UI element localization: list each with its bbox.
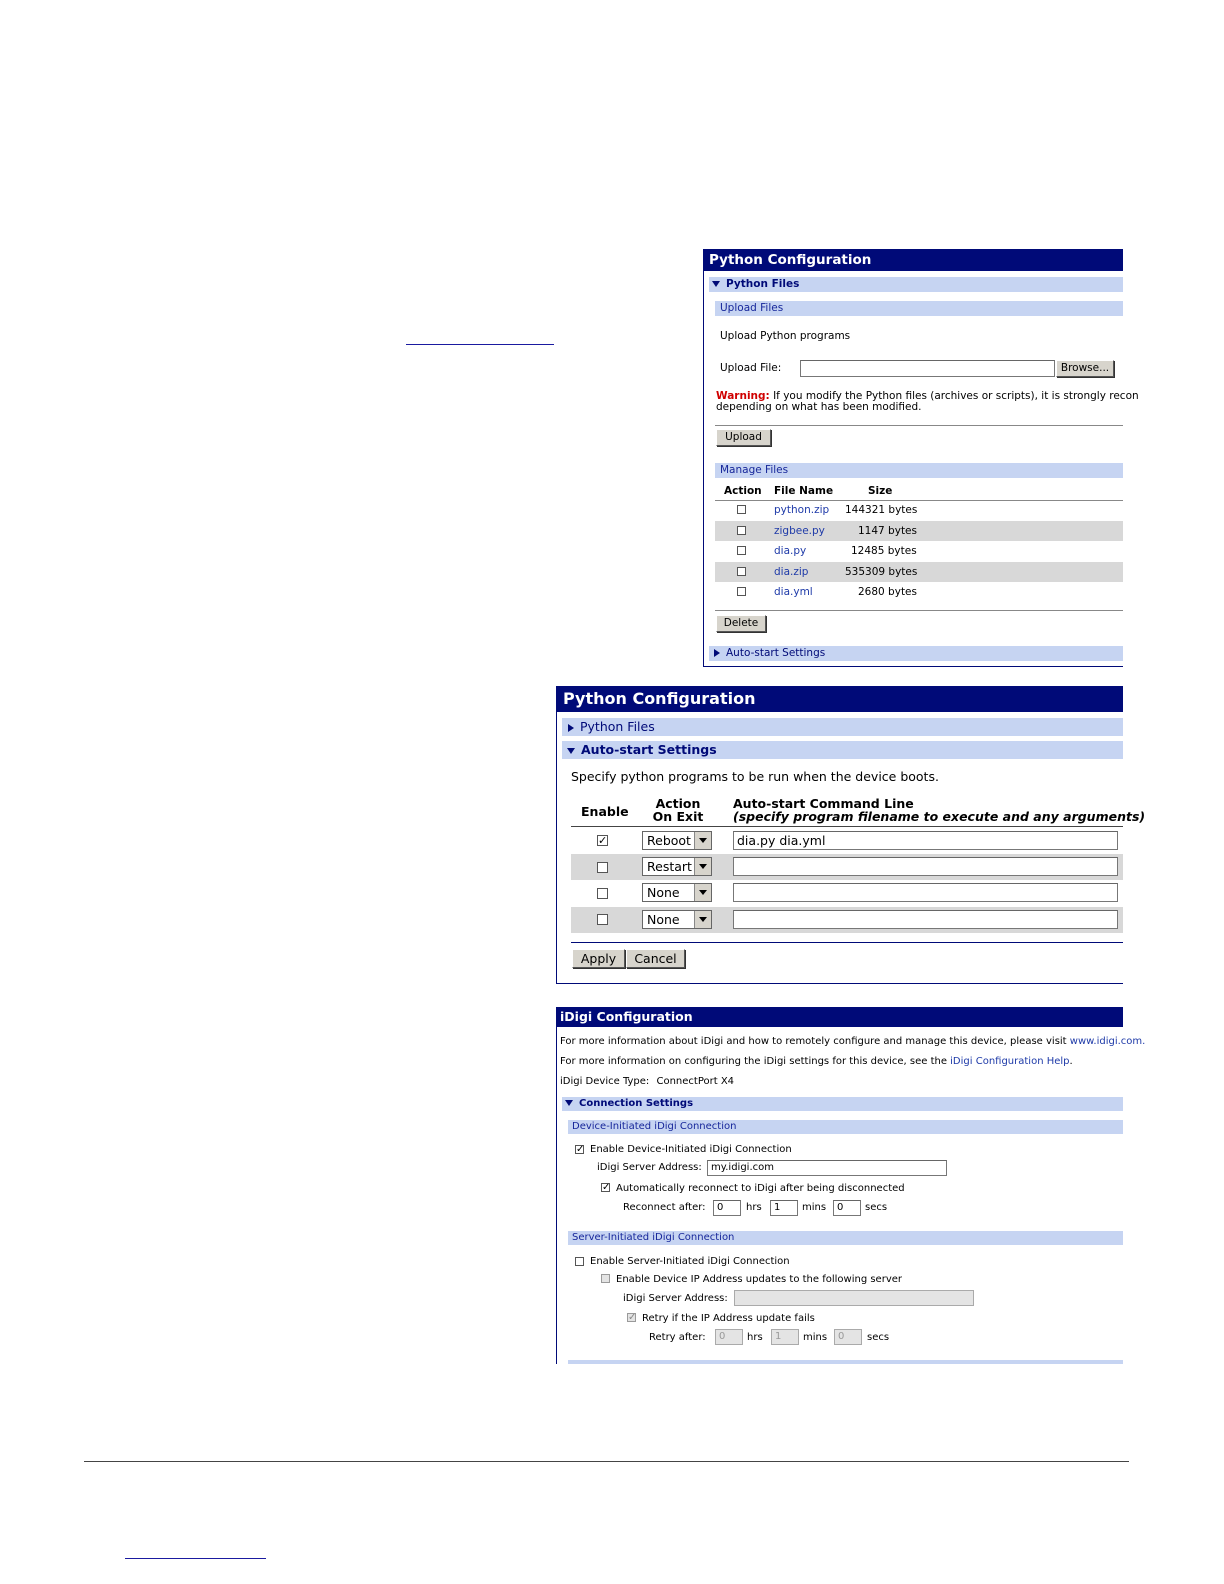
dropdown-arrow-icon	[694, 884, 711, 901]
unit-mins: mins	[803, 1332, 828, 1343]
col-header-enable: Enable	[581, 804, 629, 819]
col-header-action	[646, 797, 710, 823]
header-rule	[715, 500, 1123, 501]
enable-checkbox[interactable]	[597, 914, 608, 925]
info-text: For more information on configuring the iDigi settings for this device, see the	[560, 1056, 951, 1067]
expand-triangle-icon	[714, 649, 720, 657]
command-line-input[interactable]	[733, 910, 1118, 929]
file-checkbox[interactable]	[737, 587, 746, 596]
retry-checkbox[interactable]: ✓	[628, 1312, 637, 1323]
file-link[interactable]: dia.yml	[774, 586, 813, 598]
select-value: Restart	[647, 859, 692, 874]
file-size: 1147 bytes	[858, 525, 917, 537]
enable-device-initiated-label: Enable Device-Initiated iDigi Connection	[590, 1144, 792, 1155]
divider	[715, 610, 1123, 611]
device-initiated-subheader	[568, 1120, 1123, 1134]
python-files-section-header[interactable]	[709, 277, 1123, 292]
upload-description: Upload Python programs	[720, 330, 851, 342]
info-end: .	[1069, 1056, 1073, 1067]
enable-server-initiated-label: Enable Server-Initiated iDigi Connection	[590, 1256, 790, 1267]
upload-file-label: Upload File:	[720, 362, 782, 374]
action-on-exit-select[interactable]	[642, 910, 712, 929]
idigi-help-link[interactable]: iDigi Configuration Help	[950, 1056, 1070, 1067]
command-line-input[interactable]	[733, 883, 1118, 902]
col-header-command	[733, 797, 1145, 823]
idigi-info-line-2	[560, 1056, 1073, 1067]
select-value: None	[647, 885, 680, 900]
unit-hrs: hrs	[747, 1332, 763, 1343]
enable-checkbox[interactable]	[597, 862, 608, 873]
file-link[interactable]: dia.py	[774, 545, 807, 557]
warning-text	[716, 391, 1139, 413]
divider	[571, 942, 1123, 943]
device-type-label: iDigi Device Type:	[560, 1076, 650, 1087]
subheader-label: Manage Files	[720, 464, 789, 476]
enable-checkbox[interactable]: ✓	[598, 834, 608, 847]
autostart-section-header[interactable]	[709, 646, 1123, 661]
panel-title: Python Configuration	[703, 249, 1123, 271]
server-address2-input[interactable]	[734, 1290, 974, 1306]
unit-secs: secs	[867, 1332, 890, 1343]
retry-mins-input[interactable]: 1	[771, 1329, 799, 1345]
autostart-section-header[interactable]	[562, 741, 1123, 759]
subheader-label: Device-Initiated iDigi Connection	[572, 1121, 737, 1132]
manage-files-subheader	[715, 463, 1123, 478]
apply-button[interactable]: Apply	[572, 949, 625, 968]
file-size: 535309 bytes	[845, 566, 918, 578]
device-type	[560, 1076, 734, 1087]
file-checkbox[interactable]	[737, 505, 746, 514]
server-address-input[interactable]: my.idigi.com	[707, 1160, 947, 1176]
col-header-command-line2: (specify program filename to execute and any arguments)	[733, 809, 1146, 824]
action-on-exit-select[interactable]	[642, 857, 712, 876]
idigi-config-panel	[556, 1007, 1146, 1364]
delete-button[interactable]: Delete	[716, 615, 766, 632]
unit-secs: secs	[865, 1202, 888, 1213]
python-files-section-header[interactable]	[562, 718, 1123, 736]
file-size: 12485 bytes	[851, 545, 917, 557]
unit-hrs: hrs	[746, 1202, 762, 1213]
warning-line-1: If you modify the Python files (archives or scripts), it is strongly recon	[769, 390, 1139, 402]
idigi-website-link[interactable]: www.idigi.com.	[1069, 1036, 1146, 1047]
enable-device-initiated-checkbox[interactable]: ✓	[576, 1144, 585, 1155]
file-size: 2680 bytes	[858, 586, 917, 598]
device-type-value: ConnectPort X4	[656, 1076, 735, 1087]
dropdown-arrow-icon	[694, 858, 711, 875]
select-value: None	[647, 912, 680, 927]
dropdown-arrow-icon	[694, 911, 711, 928]
section-label: Python Files	[726, 278, 800, 290]
collapse-triangle-icon	[712, 281, 720, 287]
command-line-input[interactable]: dia.py dia.yml	[733, 831, 1118, 850]
section-label: Python Files	[580, 719, 655, 734]
action-on-exit-select[interactable]	[642, 831, 712, 850]
auto-reconnect-label: Automatically reconnect to iDigi after being disconnected	[616, 1183, 905, 1194]
server-address-label: iDigi Server Address:	[597, 1162, 702, 1173]
idigi-info-line-1	[560, 1036, 1145, 1047]
subheader-label: Upload Files	[720, 302, 784, 314]
dropdown-arrow-icon	[694, 832, 711, 849]
auto-reconnect-checkbox[interactable]: ✓	[602, 1182, 611, 1193]
upload-file-input[interactable]	[800, 360, 1055, 377]
panel-title: iDigi Configuration	[556, 1007, 1123, 1027]
file-link[interactable]: python.zip	[774, 504, 830, 516]
footer-rule	[84, 1461, 1129, 1462]
col-header-action-line2: On Exit	[652, 809, 704, 824]
section-label: Auto-start Settings	[581, 742, 717, 757]
file-link[interactable]: dia.zip	[774, 566, 809, 578]
reconnect-hrs-input[interactable]: 0	[713, 1200, 741, 1216]
retry-secs-input[interactable]: 0	[834, 1329, 862, 1345]
connection-settings-header[interactable]	[562, 1097, 1123, 1111]
warning-line-2: depending on what has been modified.	[716, 401, 922, 413]
reconnect-mins-input[interactable]: 1	[770, 1200, 798, 1216]
file-checkbox[interactable]	[737, 567, 746, 576]
subheader-label: Server-Initiated iDigi Connection	[572, 1232, 735, 1243]
browse-button[interactable]: Browse...	[1056, 360, 1114, 377]
cancel-button[interactable]: Cancel	[626, 949, 685, 968]
file-checkbox[interactable]	[737, 546, 746, 555]
header-rule	[571, 826, 1123, 827]
col-header-action: Action	[724, 485, 762, 497]
upload-button[interactable]: Upload	[716, 429, 771, 446]
panel-title: Python Configuration	[556, 686, 1123, 712]
collapse-triangle-icon	[567, 748, 575, 754]
file-size: 144321 bytes	[845, 504, 918, 516]
server-initiated-subheader	[568, 1231, 1123, 1245]
action-on-exit-select[interactable]	[642, 883, 712, 902]
server-address2-label: iDigi Server Address:	[623, 1293, 728, 1304]
link-underline-top	[406, 344, 554, 345]
unit-mins: mins	[802, 1202, 827, 1213]
col-header-size: Size	[868, 485, 893, 497]
select-value: Reboot	[647, 833, 691, 848]
python-config-panel-autostart	[556, 686, 1146, 984]
link-underline-bottom	[125, 1558, 266, 1559]
command-line-input[interactable]	[733, 857, 1118, 876]
section-label: Auto-start Settings	[726, 647, 826, 659]
retry-after-label: Retry after:	[649, 1332, 706, 1343]
expand-triangle-icon	[568, 724, 574, 732]
retry-hrs-input[interactable]: 0	[715, 1329, 743, 1345]
reconnect-secs-input[interactable]: 0	[833, 1200, 861, 1216]
col-header-action-line1: Action	[655, 796, 701, 811]
enable-server-initiated-checkbox[interactable]	[575, 1257, 584, 1266]
retry-label: Retry if the IP Address update fails	[642, 1313, 815, 1324]
divider	[715, 425, 1123, 426]
warning-label: Warning:	[716, 390, 770, 402]
file-link[interactable]: zigbee.py	[774, 525, 825, 537]
collapse-triangle-icon	[565, 1100, 573, 1106]
info-text: For more information about iDigi and how to remotely configure and manage this device, please visit	[560, 1036, 1070, 1047]
autostart-description: Specify python programs to be run when the device boots.	[571, 769, 939, 784]
section-label: Connection Settings	[579, 1098, 694, 1109]
python-config-panel-files	[703, 249, 1139, 667]
col-header-command-line1: Auto-start Command Line	[733, 796, 914, 811]
col-header-filename: File Name	[774, 485, 834, 497]
reconnect-after-label: Reconnect after:	[623, 1202, 706, 1213]
enable-ip-updates-checkbox[interactable]	[601, 1274, 610, 1283]
enable-ip-updates-label: Enable Device IP Address updates to the following server	[616, 1274, 903, 1285]
next-section-bar	[568, 1360, 1123, 1364]
upload-files-subheader	[715, 301, 1123, 316]
file-checkbox[interactable]	[737, 526, 746, 535]
enable-checkbox[interactable]	[597, 888, 608, 899]
